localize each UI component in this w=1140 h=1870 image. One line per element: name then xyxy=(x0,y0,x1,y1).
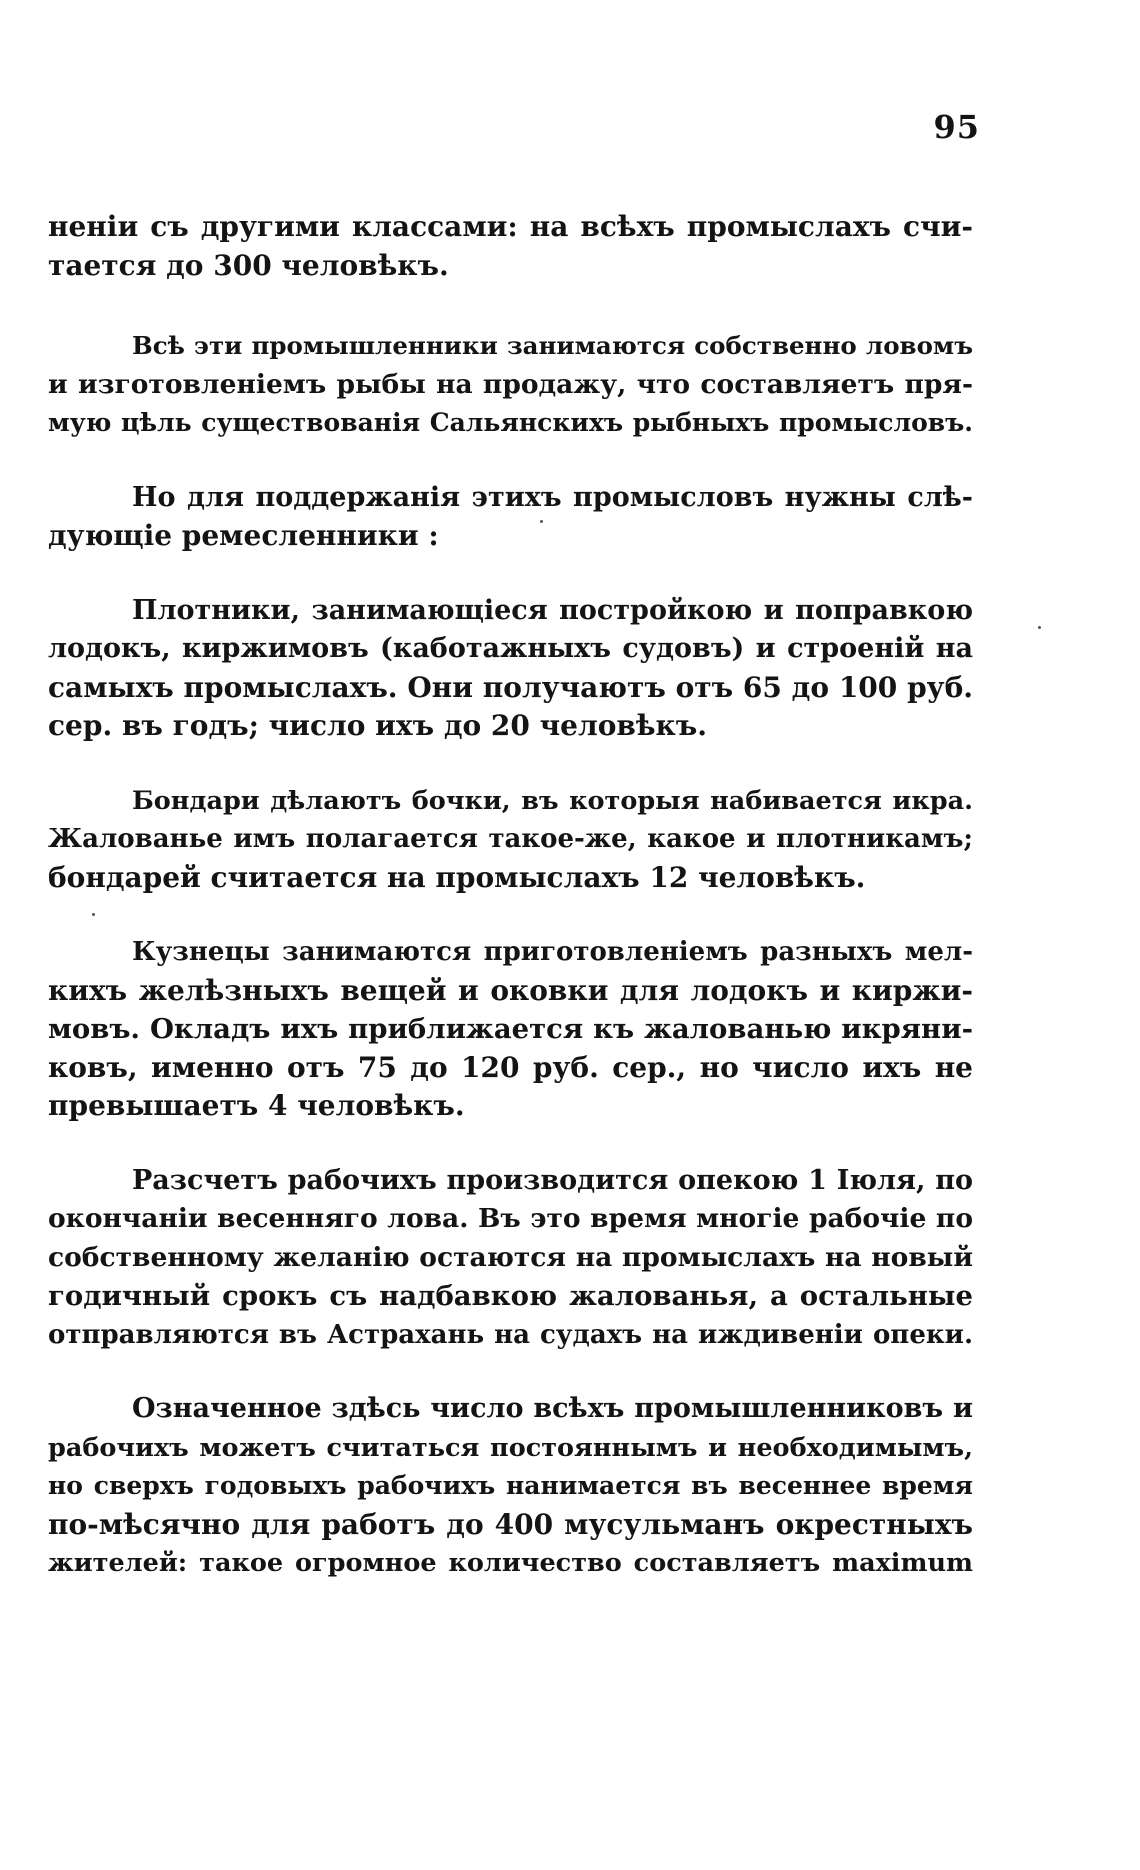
text-line: мую цѣль существованiя Сальянскихъ рыбныхъ промысловъ. xyxy=(48,408,973,437)
scan-speck xyxy=(540,520,543,523)
text-body xyxy=(48,208,973,1619)
paragraph-5 xyxy=(48,782,973,898)
paragraph-4 xyxy=(48,592,973,746)
paragraph-7 xyxy=(48,1162,973,1355)
text-line: лодокъ, киржимовъ (каботажныхъ судовъ) и строенiй на xyxy=(48,633,973,664)
paragraph-1 xyxy=(48,208,973,285)
text-line: Жалованье имъ полагается такое-же, какое и плотникамъ; xyxy=(48,824,973,854)
paragraph-2 xyxy=(48,327,973,443)
text-line: по-мѣсячно для работъ до 400 мусульманъ окрестныхъ xyxy=(48,1507,973,1541)
text-line: мовъ. Окладъ ихъ приближается къ жалованью икряни- xyxy=(48,1013,973,1045)
scan-speck xyxy=(1038,626,1041,629)
text-line: бондарей считается на промыслахъ 12 человѣкъ. xyxy=(48,860,866,894)
paragraph-3 xyxy=(48,479,973,556)
text-line: собственному желанiю остаются на промыслахъ на новый xyxy=(48,1241,973,1273)
text-line: Бондари дѣлаютъ бочки, въ которыя набивается икра. xyxy=(132,785,973,816)
text-line: дующiе ремесленники : xyxy=(48,519,439,552)
text-line: Но для поддержанiя этихъ промысловъ нужны слѣ- xyxy=(132,481,973,513)
text-line: Означенное здѣсь число всѣхъ промышленниковъ и xyxy=(132,1393,973,1424)
scan-speck xyxy=(92,913,95,916)
text-line: годичный срокъ съ надбавкою жалованья, а остальные xyxy=(48,1280,973,1312)
paragraph-8 xyxy=(48,1390,973,1583)
text-line: превышаетъ 4 человѣкъ. xyxy=(48,1089,465,1122)
text-line: но сверхъ годовыхъ рабочихъ нанимается въ весеннее время xyxy=(48,1471,973,1500)
text-line: тается до 300 человѣкъ. xyxy=(48,248,449,282)
text-line: и изготовленiемъ рыбы на продажу, что составляетъ пря- xyxy=(48,368,973,400)
text-line: отправляются въ Астрахань на судахъ на иждивенiи опеки. xyxy=(48,1319,973,1350)
paragraph-6 xyxy=(48,933,973,1126)
text-line: самыхъ промыслахъ. Они получаютъ отъ 65 до 100 руб. xyxy=(48,670,973,704)
text-line: Разсчетъ рабочихъ производится опекою 1 Iюля, по xyxy=(132,1164,973,1196)
text-line: окончанiи весенняго лова. Въ это время многiе рабочiе по xyxy=(48,1203,973,1234)
text-line: Кузнецы занимаются приготовленiемъ разныхъ мел- xyxy=(132,937,973,967)
text-line: сер. въ годъ; число ихъ до 20 человѣкъ. xyxy=(48,709,707,742)
text-line: кихъ желѣзныхъ вещей и оковки для лодокъ и киржи- xyxy=(48,973,973,1007)
text-line: ковъ, именно отъ 75 до 120 руб. сер., но число ихъ не xyxy=(48,1050,973,1084)
text-line: рабочихъ можетъ считаться постояннымъ и необходимымъ, xyxy=(48,1432,973,1463)
text-line: Всѣ эти промышленники занимаются собственно ловомъ xyxy=(132,331,973,360)
text-line: ненiи съ другими классами: на всѣхъ промыслахъ счи- xyxy=(48,210,973,243)
text-line: жителей: такое огромное количество составляетъ maximum xyxy=(48,1548,973,1578)
page-number: 95 xyxy=(933,108,980,146)
text-line: Плотники, занимающiеся постройкою и поправкою xyxy=(132,594,973,626)
